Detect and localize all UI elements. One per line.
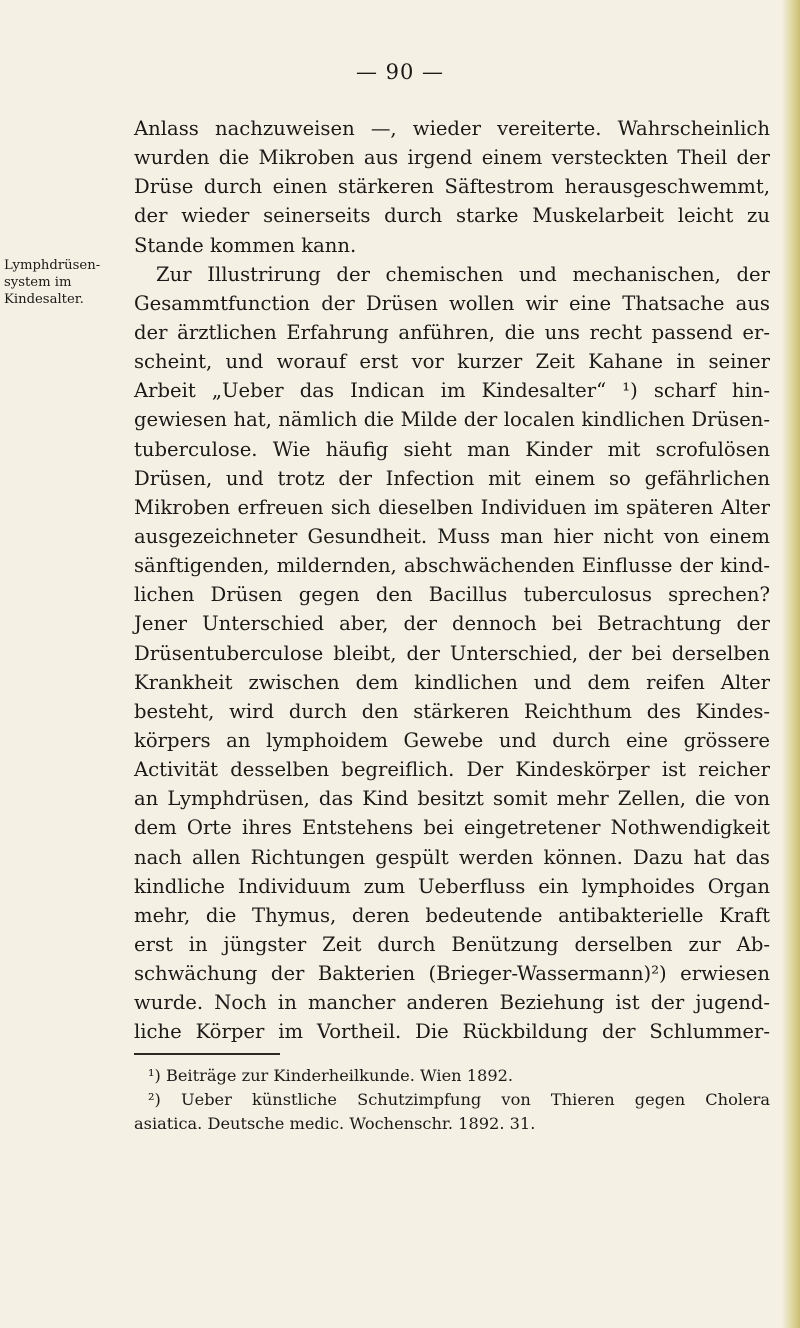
text-line: Activität desselben begreiflich. Der Kindeskörper ist reicher — [134, 758, 770, 782]
text-line: nach allen Richtungen gespült werden können. Dazu hat das — [134, 845, 770, 869]
margin-note-line: system im — [4, 275, 72, 290]
text-line: Stande kommen kann. — [134, 233, 357, 257]
text-line: Drüsen, und trotz der Infection mit einem so gefährlichen — [134, 466, 770, 490]
page-number: — 90 — — [355, 60, 445, 84]
text-line: an Lymphdrüsen, das Kind besitzt somit mehr Zellen, die von — [134, 787, 770, 811]
text-line: der wieder seinerseits durch starke Muskelarbeit leicht zu — [134, 204, 770, 228]
text-line: gewiesen hat, nämlich die Milde der localen kindlichen Drüsen- — [134, 408, 770, 432]
text-line: körpers an lymphoidem Gewebe und durch eine grössere — [134, 728, 770, 752]
text-line: ausgezeichneter Gesundheit. Muss man hier nicht von einem — [134, 524, 770, 548]
text-line: Drüsentuberculose bleibt, der Unterschied, der bei derselben — [134, 641, 770, 665]
text-line: liche Körper im Vortheil. Die Rückbildung der Schlummer- — [134, 1020, 770, 1044]
text-line: Arbeit „Ueber das Indican im Kindesalter“ ¹) scharf hin- — [134, 379, 770, 403]
text-line: Gesammtfunction der Drüsen wollen wir eine Thatsache aus — [134, 291, 770, 315]
footnote-divider — [134, 1053, 280, 1055]
text-line: sänftigenden, mildernden, abschwächenden Einflusse der kind- — [134, 554, 770, 578]
text-line: lichen Drüsen gegen den Bacillus tuberculosus sprechen? — [134, 583, 770, 607]
text-line: Drüse durch einen stärkeren Säftestrom herausgeschwemmt, — [134, 175, 770, 199]
text-line: wurde. Noch in mancher anderen Beziehung ist der jugend- — [134, 991, 770, 1015]
footnote-line: ²) Ueber künstliche Schutzimpfung von Thieren gegen Cholera — [148, 1090, 770, 1109]
text-line: schwächung der Bakterien (Brieger-Wassermann)²) erwiesen — [134, 962, 770, 986]
page-edge-shadow — [782, 0, 800, 1328]
body-text — [134, 114, 770, 1047]
text-line: besteht, wird durch den stärkeren Reichthum des Kindes- — [134, 699, 770, 723]
footnote-line: asiatica. Deutsche medic. Wochenschr. 1892. 31. — [134, 1114, 536, 1133]
text-line: erst in jüngster Zeit durch Benützung derselben zur Ab- — [134, 932, 770, 956]
text-line: mehr, die Thymus, deren bedeutende antibakterielle Kraft — [134, 903, 770, 927]
text-line: Anlass nachzuweisen —, wieder vereiterte. Wahrscheinlich — [134, 117, 770, 140]
text-line: Krankheit zwischen dem kindlichen und dem reifen Alter — [134, 670, 770, 694]
text-line: tuberculose. Wie häufig sieht man Kinder mit scrofulösen — [134, 437, 770, 461]
text-line: kindliche Individuum zum Ueberfluss ein lymphoides Organ — [134, 874, 770, 898]
text-line: wurden die Mikroben aus irgend einem versteckten Theil der — [134, 146, 770, 170]
margin-note-line: Kindesalter. — [4, 292, 84, 307]
text-line: dem Orte ihres Entstehens bei eingetretener Nothwendigkeit — [134, 816, 770, 840]
text-line: Jener Unterschied aber, der dennoch bei Betrachtung der — [134, 612, 770, 636]
text-line: Mikroben erfreuen sich dieselben Individuen im späteren Alter — [134, 495, 770, 519]
margin-note-line: Lymphdrüsen- — [4, 258, 101, 273]
text-line: scheint, und worauf erst vor kurzer Zeit Kahane in seiner — [134, 350, 770, 374]
text-line: der ärztlichen Erfahrung anführen, die uns recht passend er- — [134, 320, 770, 344]
margin-note — [4, 257, 130, 308]
footnotes — [134, 1064, 770, 1136]
footnote-line: ¹) Beiträge zur Kinderheilkunde. Wien 1892. — [148, 1066, 514, 1085]
text-line: Zur Illustrirung der chemischen und mechanischen, der — [156, 262, 770, 286]
